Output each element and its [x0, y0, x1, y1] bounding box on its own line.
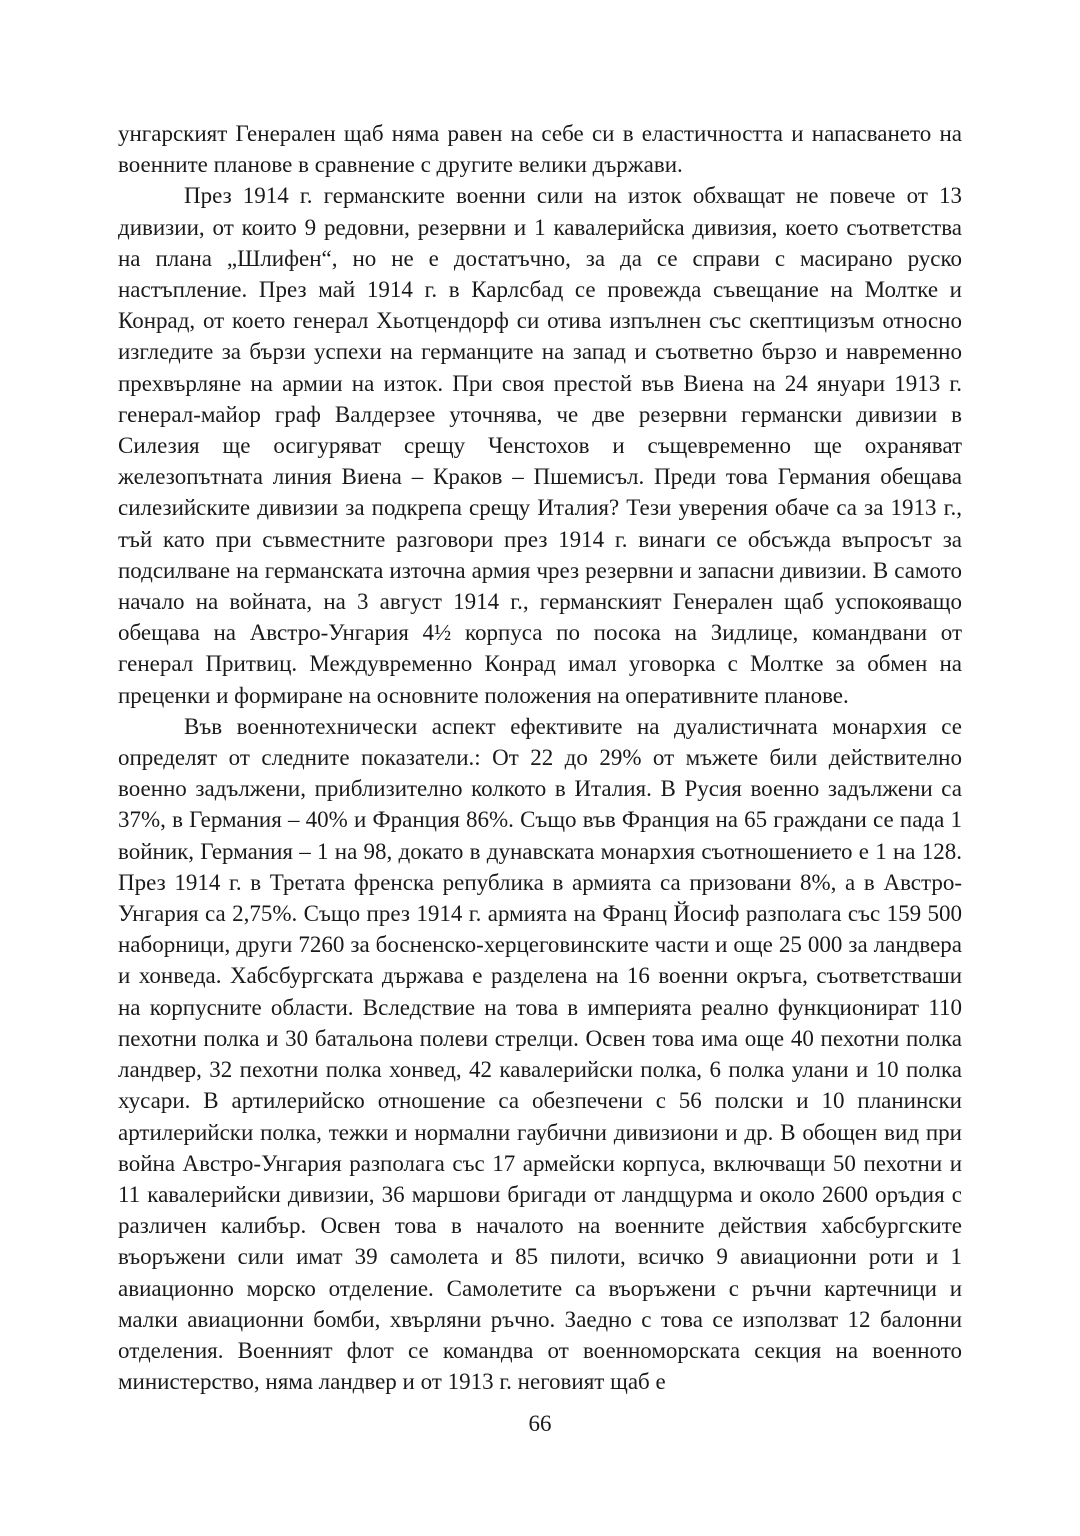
- paragraph-german-forces: През 1914 г. германските военни сили на изток обхващат не повече от 13 дивизии, от които 9 редовни, резервни и 1 кавалерийска дивизия, което съответства на плана „Шлифен“, но не е достатъчно, за да се справи с масирано руско настъпление. През май 1914 г. в Карлсбад се провежда съвещание на Молтке и Конрад, от което генерал Хьотцендорф си отива изпълнен със скептицизъм относно изгледите за бързи успехи на германците на запад и съответно бързо и навременно прехвърляне на армии на изток. При своя престой във Виена на 24 януари 1913 г. генерал-майор граф Валдерзее уточнява, че две резервни германски дивизии в Силезия ще осигуряват срещу Ченстохов и същевременно ще охраняват железопътната линия Виена – Краков – Пшемисъл. Преди това Германия обещава силезийските дивизии за подкрепа срещу Италия? Тези уверения обаче са за 1913 г., тъй като при съвместните разговори през 1914 г. винаги се обсъжда въпросът за подсилване на германската източна армия чрез резервни и запасни дивизии. В самото начало на войната, на 3 август 1914 г., германският Генерален щаб успокояващо обещава на Австро-Унгария 4½ корпуса по посока на Зидлице, командвани от генерал Притвиц. Междувременно Конрад имал уговорка с Молтке за обмен на преценки и формиране на основните положения на оперативните планове.: [118, 183, 962, 708]
- paragraph-military-technical: Във военнотехнически аспект ефективите на дуалистичната монархия се определят от следните показатели.: От 22 до 29% от мъжете били действително военно задължени, приблизително колкото в Италия. В Русия военно задължени са 37%, в Германия – 40% и Франция 86%. Също във Франция на 65 граждани се пада 1 войник, Германия – 1 на 98, докато в дунавската монархия съотношението е 1 на 128. През 1914 г. в Третата френска република в армията са призовани 8%, а в Австро-Унгария са 2,75%. Също през 1914 г. армията на Франц Йосиф разполага със 159 500 наборници, други 7260 за босненско-херцеговинските части и още 25 000 за ландвера и хонведа. Хабсбургската държава е разделена на 16 военни окръга, съответстваши на корпусните области. Вследствие на това в империята реално функционират 110 пехотни полка и 30 батальона полеви стрелци. Освен това има още 40 пехотни полка ландвер, 32 пехотни полка хонвед, 42 кавалерийски полка, 6 полка улани и 10 полка хусари. В артилерийско отношение са обезпечени с 56 полски и 10 планински артилерийски полка, тежки и нормални гаубични дивизиони и др. В обощен вид при война Австро-Унгария разполага със 17 армейски корпуса, включващи 50 пехотни и 11 кавалерийски дивизии, 36 маршови бригади от ландщурма и около 2600 оръдия с различен калибър. Освен това в началото на военните действия хабсбургските въоръжени сили имат 39 самолета и 85 пилоти, всичко 9 авиационни роти и 1 авиационно морско отделение. Самолетите са въоръжени с ръчни картечници и малки авиационни бомби, хвърляни ръчно. Заедно с това се използват 12 балонни отделения. Военният флот се командва от военноморската секция на военното министерство, няма ландвер и от 1913 г. неговият щаб е: [118, 713, 962, 1395]
- body-text: [118, 118, 962, 1397]
- page-number: 66: [528, 1411, 552, 1436]
- paragraph-continuation: унгарският Генерален щаб няма равен на себе си в еластичността и напасването на военните планове в сравнение с другите велики държави.: [118, 121, 962, 178]
